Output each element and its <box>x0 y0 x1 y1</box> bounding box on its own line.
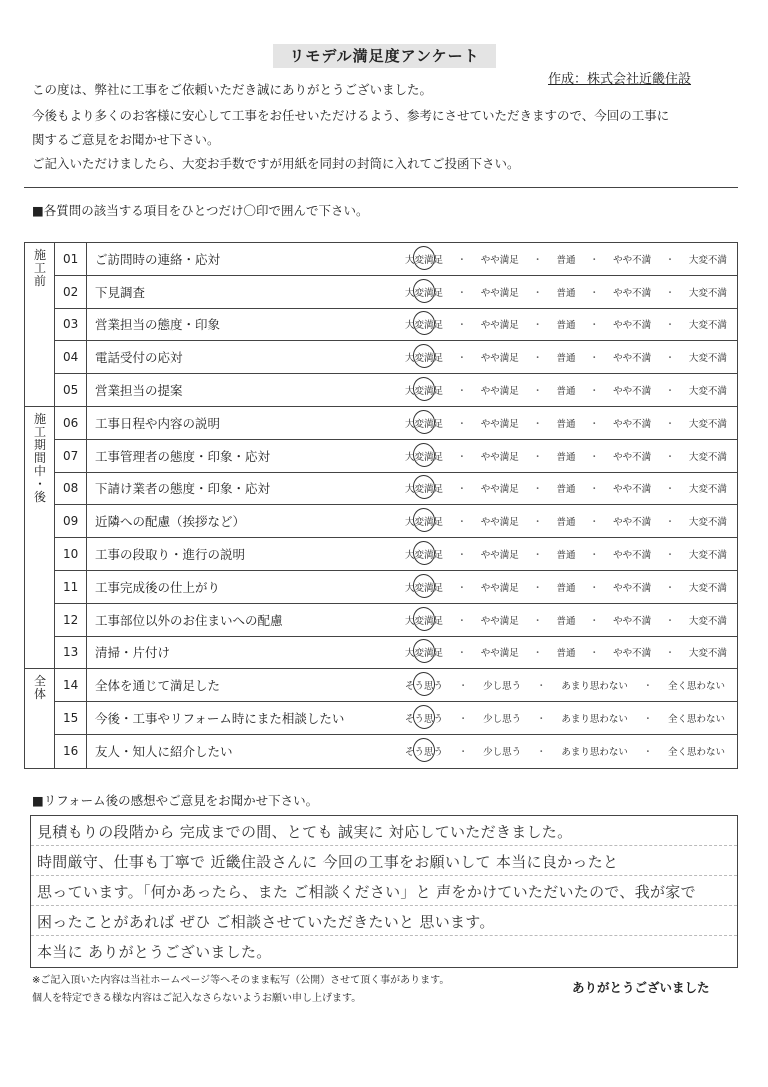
instruction: ■各質問の該当する項目をひとつだけ〇印で囲んで下さい。 <box>32 203 369 218</box>
separator: ・ <box>532 386 543 398</box>
question-row <box>55 276 737 309</box>
separator: ・ <box>457 353 467 365</box>
survey-table <box>24 242 738 769</box>
separator: ・ <box>589 550 600 562</box>
separator: ・ <box>532 287 543 299</box>
answer-option-selected[interactable]: 大変満足 <box>405 645 443 659</box>
answer-option[interactable]: あまり思わない <box>561 747 628 759</box>
separator: ・ <box>457 254 467 266</box>
answer-option-selected[interactable]: 大変満足 <box>405 613 443 627</box>
question-number: 13 <box>55 637 87 669</box>
question-text: 営業担当の提案 <box>95 383 183 399</box>
answer-option[interactable]: 大変不満 <box>688 353 727 365</box>
answer-option[interactable]: やや満足 <box>480 550 519 562</box>
answer-option[interactable]: 普通 <box>556 517 576 529</box>
question-text: 清掃・片付け <box>95 645 171 661</box>
answer-option[interactable]: 普通 <box>556 254 576 266</box>
answer-option[interactable]: 大変不満 <box>688 517 727 529</box>
question-row <box>55 604 737 637</box>
separator: ・ <box>457 484 467 496</box>
answer-option[interactable]: 普通 <box>556 287 576 299</box>
answer-option[interactable]: 少し思う <box>483 681 522 693</box>
question-row <box>55 473 737 506</box>
answer-options <box>405 744 737 758</box>
separator: ・ <box>643 681 653 693</box>
separator: ・ <box>643 714 653 726</box>
answer-option[interactable]: やや満足 <box>480 287 519 299</box>
answer-option-selected[interactable]: そう思う <box>405 678 443 692</box>
separator: ・ <box>589 353 600 365</box>
answer-option[interactable]: やや満足 <box>480 484 519 496</box>
group-label: 施 工 期 間 中 ・ 後 <box>25 407 55 669</box>
answer-option[interactable]: やや不満 <box>613 320 652 332</box>
separator: ・ <box>589 451 600 463</box>
question-number: 09 <box>55 505 87 537</box>
answer-option[interactable]: 大変不満 <box>688 484 727 496</box>
comment-line: 思っています。「何かあったら、また ご相談ください」と 声をかけていただいたので、我が家で <box>31 876 737 906</box>
note: ※ご記入頂いた内容は当社ホームページ等へそのまま転写（公開）させて頂く事があります。 <box>32 975 450 986</box>
answer-option[interactable]: やや満足 <box>480 320 519 332</box>
separator: ・ <box>457 418 467 430</box>
question-number: 05 <box>55 374 87 406</box>
answer-option[interactable]: やや不満 <box>613 615 652 627</box>
comment-prompt: ■リフォーム後の感想やご意見をお聞かせ下さい。 <box>32 793 319 808</box>
separator: ・ <box>665 615 675 627</box>
question-row <box>55 702 737 735</box>
answer-options <box>405 645 737 659</box>
separator: ・ <box>589 386 600 398</box>
author-label: 作成：株式会社近畿住設 <box>548 72 692 87</box>
answer-option[interactable]: やや満足 <box>480 418 519 430</box>
question-text: ご訪問時の連絡・応対 <box>95 251 221 267</box>
separator: ・ <box>458 681 468 693</box>
answer-options <box>405 449 737 463</box>
question-number: 15 <box>55 702 87 734</box>
separator: ・ <box>589 254 600 266</box>
answer-option-selected[interactable]: そう思う <box>405 744 443 758</box>
question-row <box>55 309 737 342</box>
separator: ・ <box>589 648 600 660</box>
answer-option-selected[interactable]: 大変満足 <box>405 383 443 397</box>
intro-line: 今後もより多くのお客様に安心して工事をお任せいただけるよう、参考にさせていただきますので、今回の工事に <box>32 108 670 123</box>
group-label: 全 体 <box>33 674 46 702</box>
question-row <box>55 374 737 407</box>
answer-option[interactable]: やや満足 <box>480 254 519 266</box>
question-row <box>55 735 737 768</box>
answer-option[interactable]: 大変不満 <box>688 254 727 266</box>
answer-option[interactable]: あまり思わない <box>561 681 628 693</box>
separator: ・ <box>532 320 543 332</box>
intro-line: この度は、弊社に工事をご依頼いただき誠にありがとうございました。 <box>32 82 433 97</box>
answer-option[interactable]: やや不満 <box>613 353 652 365</box>
separator: ・ <box>665 517 675 529</box>
separator: ・ <box>457 386 467 398</box>
answer-option[interactable]: 全く思わない <box>667 681 725 693</box>
answer-options <box>405 481 737 495</box>
answer-option[interactable]: やや満足 <box>480 582 519 594</box>
answer-option[interactable]: 大変不満 <box>688 582 727 594</box>
thanks-text: ありがとうございました <box>572 980 710 995</box>
question-number: 07 <box>55 440 87 472</box>
separator: ・ <box>532 648 543 660</box>
comment-line: 時間厳守、仕事も丁寧で 近畿住設さんに 今回の工事をお願いして 本当に良かったと <box>31 846 737 876</box>
answer-option[interactable]: 全く思わない <box>667 714 725 726</box>
question-text: 全体を通じて満足した <box>95 678 221 694</box>
question-number: 06 <box>55 407 87 439</box>
separator: ・ <box>643 747 653 759</box>
answer-option[interactable]: 少し思う <box>483 714 522 726</box>
answer-option[interactable]: 普通 <box>556 386 576 398</box>
answer-option[interactable]: 普通 <box>556 451 576 463</box>
answer-options <box>405 252 737 266</box>
question-text: 営業担当の態度・印象 <box>95 317 221 333</box>
answer-option-selected[interactable]: 大変満足 <box>405 317 443 331</box>
separator: ・ <box>536 681 546 693</box>
question-number: 16 <box>55 735 87 768</box>
answer-option[interactable]: 少し思う <box>483 747 522 759</box>
answer-option[interactable]: やや不満 <box>613 550 652 562</box>
question-text: 下見調査 <box>95 284 146 300</box>
separator: ・ <box>665 451 675 463</box>
question-number: 10 <box>55 538 87 570</box>
answer-options <box>405 350 737 364</box>
question-row <box>55 505 737 538</box>
answer-option[interactable]: やや満足 <box>480 353 519 365</box>
answer-option[interactable]: 大変不満 <box>688 320 727 332</box>
question-text: 工事の段取り・進行の説明 <box>95 547 246 563</box>
question-text: 電話受付の応対 <box>95 350 183 366</box>
answer-option[interactable]: 大変不満 <box>688 386 727 398</box>
answer-option-selected[interactable]: 大変満足 <box>405 481 443 495</box>
separator: ・ <box>532 615 543 627</box>
answer-option-selected[interactable]: 大変満足 <box>405 252 443 266</box>
answer-option-selected[interactable]: 大変満足 <box>405 350 443 364</box>
separator: ・ <box>532 550 543 562</box>
answer-options <box>405 285 737 299</box>
answer-option-selected[interactable]: 大変満足 <box>405 416 443 430</box>
note: 個人を特定できる様な内容はご記入なさらないようお願い申し上げます。 <box>32 993 362 1004</box>
answer-option-selected[interactable]: 大変満足 <box>405 514 443 528</box>
question-text: 近隣への配慮（挨拶など） <box>95 514 246 530</box>
answer-option[interactable]: やや不満 <box>613 287 652 299</box>
question-text: 友人・知人に紹介したい <box>95 744 233 760</box>
separator: ・ <box>457 517 467 529</box>
question-number: 14 <box>55 669 87 701</box>
answer-option[interactable]: 普通 <box>556 648 576 660</box>
question-row <box>55 538 737 571</box>
answer-option[interactable]: 大変不満 <box>688 550 727 562</box>
separator: ・ <box>536 714 546 726</box>
answer-option[interactable]: やや満足 <box>480 386 519 398</box>
separator: ・ <box>665 550 675 562</box>
separator: ・ <box>532 418 543 430</box>
page-title: リモデル満足度アンケート <box>273 44 496 68</box>
answer-option[interactable]: 大変不満 <box>688 648 727 660</box>
question-row <box>55 669 737 702</box>
answer-option[interactable]: 全く思わない <box>667 747 725 759</box>
separator: ・ <box>457 550 467 562</box>
answer-option[interactable]: 大変不満 <box>688 287 727 299</box>
separator: ・ <box>589 582 600 594</box>
answer-options <box>405 580 737 594</box>
separator: ・ <box>532 254 543 266</box>
separator: ・ <box>665 418 675 430</box>
answer-option[interactable]: 普通 <box>556 353 576 365</box>
answer-option[interactable]: 大変不満 <box>688 615 727 627</box>
answer-option-selected[interactable]: 大変満足 <box>405 449 443 463</box>
answer-option[interactable]: あまり思わない <box>561 714 628 726</box>
question-text: 工事完成後の仕上がり <box>95 579 221 595</box>
answer-options <box>405 317 737 331</box>
separator: ・ <box>665 320 675 332</box>
question-number: 12 <box>55 604 87 636</box>
comment-line: 見積もりの段階から 完成までの間、とても 誠実に 対応していただきました。 <box>31 816 737 846</box>
answer-option[interactable]: やや不満 <box>613 648 652 660</box>
question-row <box>55 637 737 670</box>
answer-options <box>405 711 737 725</box>
question-text: 下請け業者の態度・印象・応対 <box>95 481 271 497</box>
separator: ・ <box>589 287 600 299</box>
separator: ・ <box>457 615 467 627</box>
question-number: 03 <box>55 309 87 341</box>
separator: ・ <box>589 615 600 627</box>
separator: ・ <box>458 714 468 726</box>
separator: ・ <box>665 353 675 365</box>
answer-options <box>405 416 737 430</box>
separator: ・ <box>532 451 543 463</box>
intro-line: 関するご意見をお聞かせ下さい。 <box>32 132 220 147</box>
divider <box>24 187 738 188</box>
separator: ・ <box>665 484 675 496</box>
separator: ・ <box>665 287 675 299</box>
question-number: 01 <box>55 243 87 275</box>
answer-options <box>405 678 737 692</box>
question-number: 02 <box>55 276 87 308</box>
answer-option[interactable]: やや満足 <box>480 517 519 529</box>
comment-box[interactable] <box>30 815 738 968</box>
question-row <box>55 341 737 374</box>
question-text: 今後・工事やリフォーム時にまた相談したい <box>95 711 345 727</box>
answer-option[interactable]: 普通 <box>556 320 576 332</box>
comment-line: 困ったことがあれば ぜひ ご相談させていただきたいと 思います。 <box>31 906 737 936</box>
answer-option[interactable]: 普通 <box>556 418 576 430</box>
question-number: 08 <box>55 473 87 505</box>
answer-option[interactable]: やや満足 <box>480 648 519 660</box>
separator: ・ <box>532 353 543 365</box>
question-row <box>55 407 737 440</box>
separator: ・ <box>589 418 600 430</box>
question-number: 11 <box>55 571 87 603</box>
answer-option[interactable]: 大変不満 <box>688 418 727 430</box>
answer-options <box>405 547 737 561</box>
answer-option-selected[interactable]: 大変満足 <box>405 580 443 594</box>
separator: ・ <box>532 582 543 594</box>
separator: ・ <box>457 451 467 463</box>
separator: ・ <box>457 648 467 660</box>
separator: ・ <box>457 320 467 332</box>
question-row <box>55 571 737 604</box>
separator: ・ <box>665 648 675 660</box>
question-text: 工事日程や内容の説明 <box>95 415 221 431</box>
answer-option[interactable]: 普通 <box>556 484 576 496</box>
separator: ・ <box>532 484 543 496</box>
separator: ・ <box>457 582 467 594</box>
answer-option-selected[interactable]: 大変満足 <box>405 547 443 561</box>
answer-option[interactable]: やや不満 <box>613 517 652 529</box>
question-number: 04 <box>55 341 87 373</box>
separator: ・ <box>589 320 600 332</box>
separator: ・ <box>457 287 467 299</box>
answer-option[interactable]: やや満足 <box>480 615 519 627</box>
answer-option[interactable]: 普通 <box>556 550 576 562</box>
question-row <box>55 243 737 276</box>
answer-option[interactable]: 普通 <box>556 582 576 594</box>
answer-option[interactable]: やや不満 <box>613 418 652 430</box>
separator: ・ <box>458 747 468 759</box>
answer-options <box>405 383 737 397</box>
comment-line: 本当に ありがとうございました。 <box>37 943 272 961</box>
answer-options <box>405 613 737 627</box>
separator: ・ <box>589 484 600 496</box>
group-label: 施 工 前 <box>25 243 55 407</box>
separator: ・ <box>532 517 543 529</box>
question-row <box>55 440 737 473</box>
answer-option-selected[interactable]: そう思う <box>405 711 443 725</box>
separator: ・ <box>665 254 675 266</box>
intro-line: ご記入いただけましたら、大変お手数ですが用紙を同封の封筒に入れてご投函下さい。 <box>32 156 520 171</box>
answer-option[interactable]: やや不満 <box>613 254 652 266</box>
separator: ・ <box>589 517 600 529</box>
answer-option[interactable]: やや不満 <box>613 451 652 463</box>
answer-option[interactable]: やや不満 <box>613 484 652 496</box>
answer-options <box>405 514 737 528</box>
answer-option[interactable]: 普通 <box>556 615 576 627</box>
answer-option-selected[interactable]: 大変満足 <box>405 285 443 299</box>
separator: ・ <box>665 386 675 398</box>
answer-option[interactable]: 大変不満 <box>688 451 727 463</box>
answer-option[interactable]: やや不満 <box>613 582 652 594</box>
question-text: 工事管理者の態度・印象・応対 <box>95 448 271 464</box>
answer-option[interactable]: やや不満 <box>613 386 652 398</box>
question-text: 工事部位以外のお住まいへの配慮 <box>95 612 283 628</box>
separator: ・ <box>665 582 675 594</box>
answer-option[interactable]: やや満足 <box>480 451 519 463</box>
separator: ・ <box>536 747 546 759</box>
